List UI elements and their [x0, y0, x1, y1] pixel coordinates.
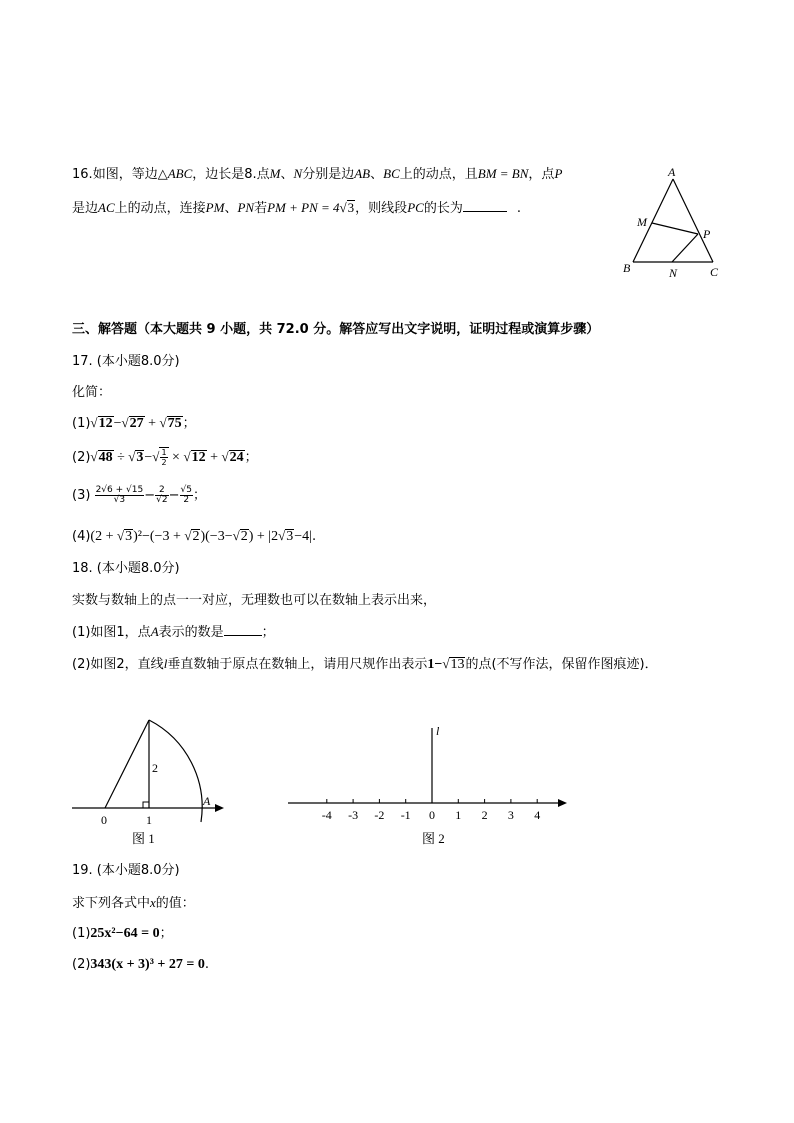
q17-part2: (2)√48 ÷ √3−√ $\frac{1}{2}$ × √12 + √24； [72, 448, 258, 467]
arrow-head [558, 799, 567, 807]
label-n: N [669, 266, 678, 280]
label-2: 2 [152, 761, 158, 775]
radical-sign: √ [339, 200, 347, 215]
segment-pn [672, 234, 698, 262]
q17-part1: (1)√12−√27 + √75； [72, 415, 196, 431]
label-c: C [710, 265, 719, 279]
q19-part2: (2)343(x + 3)³ + 27 = 0. [72, 957, 210, 972]
q17-part3: (3) $\frac{2√6 + √15}{√3}$ − $\frac{2}{√2}$ − $\frac{√5}{2}$ ； [72, 485, 207, 505]
q17-part4: (4)(2 + √3)²−(−3 + √2)(−3−√2) + |2√3−4|. [72, 528, 317, 544]
q18-intro: 实数与数轴上的点一一对应，无理数也可以在数轴上表示出来， [72, 593, 437, 608]
tick-label: 2 [481, 808, 488, 822]
label-p: P [703, 227, 711, 241]
label-m: M [637, 215, 647, 229]
label-0: 0 [101, 813, 107, 827]
q17-header: 17. (本小题8.0分) [72, 354, 180, 369]
caption-figure-2: 图 2 [422, 831, 445, 846]
right-angle-mark [143, 802, 149, 808]
tick-label: -1 [400, 808, 411, 822]
q19-header: 19. (本小题8.0分) [72, 863, 180, 878]
segment-pm [652, 223, 698, 234]
q18-figure-1 [68, 712, 238, 852]
tick-label: -4 [321, 808, 332, 822]
tick-label: -2 [374, 808, 385, 822]
caption-figure-1: 图 1 [132, 831, 155, 846]
fraction-2: $\frac{2}{√2}$ [156, 485, 168, 505]
tick-label: 3 [507, 808, 514, 822]
label-a: A [203, 794, 211, 808]
side-ac [673, 179, 713, 262]
label-l: l [436, 724, 440, 738]
q18-header: 18. (本小题8.0分) [72, 561, 180, 576]
q17-intro: 化简： [72, 385, 112, 400]
hypotenuse [105, 720, 149, 808]
label-a: A [668, 165, 676, 179]
label-b: B [623, 261, 631, 275]
q16-triangle-figure [620, 165, 730, 285]
tick-label: 0 [429, 808, 435, 822]
q18-part2: (2)如图2，直线l垂直数轴于原点在数轴上，请用尺规作出表示1−√13的点(不写作法，保留作图痕迹)． [72, 656, 658, 672]
fraction-3: $\frac{√5}{2}$ [180, 485, 193, 505]
q19-part1: (1)25x²−64 = 0； [72, 926, 173, 941]
tick-label: -3 [348, 808, 359, 822]
answer-blank[interactable] [224, 623, 262, 636]
q16-line2: 是边AC上的动点，连接PM、PN若PM + PN = 4√3，则线段PC的长为 . [72, 200, 521, 216]
section-3-title: 三、解答题（本大题共 9 小题，共 72.0 分。解答应写出文字说明，证明过程或演算步骤） [72, 322, 600, 337]
tick-label: 1 [455, 808, 462, 822]
fraction-1: $\frac{2√6 + √15}{√3}$ [95, 485, 144, 505]
q19-intro: 求下列各式中x的值： [72, 895, 195, 911]
answer-blank[interactable] [463, 199, 507, 212]
q18-part1: (1)如图1，点A表示的数是 ； [72, 624, 275, 640]
arrow-head [215, 804, 224, 812]
q18-figure-2 [285, 718, 575, 853]
tick-label: 4 [534, 808, 541, 822]
label-1: 1 [146, 813, 152, 827]
q16-line1: 16.如图，等边△ABC，边长是8.点M、N分别是边AB、BC上的动点，且BM = BN，点P [72, 166, 563, 182]
fraction: $\frac{1}{2}$ [161, 448, 167, 467]
